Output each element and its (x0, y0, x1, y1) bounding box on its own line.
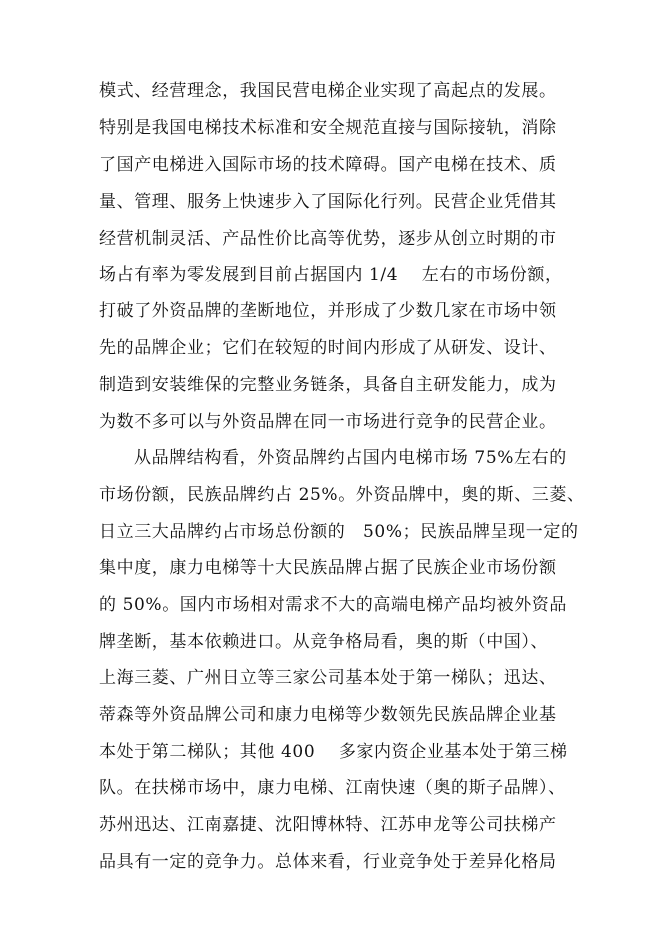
paragraph-line: 特别是我国电梯技术标准和安全规范直接与国际接轨，消除 (99, 118, 557, 138)
paragraph-line: 上海三菱、广州日立等三家公司基本处于第一梯队；迅达、 (99, 668, 557, 688)
paragraph-line: 模式、经营理念，我国民营电梯企业实现了高起点的发展。 (99, 81, 557, 101)
paragraph-line: 集中度，康力电梯等十大民族品牌占据了民族企业市场份额 (99, 558, 557, 578)
paragraph-line: 的 50%。国内市场相对需求不大的高端电梯产品均被外资品 (99, 595, 567, 615)
paragraph-line: 市场份额，民族品牌约占 25%。外资品牌中，奥的斯、三菱、 (99, 485, 585, 505)
paragraph-line: 蒂森等外资品牌公司和康力电梯等少数领先民族品牌企业基 (99, 705, 557, 725)
paragraph-line: 牌垄断，基本依赖进口。从竞争格局看，奥的斯（中国）、 (99, 632, 549, 652)
paragraph-line: 本处于第二梯队；其他 400 多家内资企业基本处于第三梯 (99, 742, 568, 762)
paragraph-line: 日立三大品牌约占市场总份额的 50%；民族品牌呈现一定的 (99, 522, 579, 542)
paragraph-line: 经营机制灵活、产品性价比高等优势，逐步从创立时期的市 (99, 229, 557, 249)
paragraph-line: 打破了外资品牌的垄断地位，并形成了少数几家在市场中领 (99, 301, 557, 321)
paragraph-line: 队。在扶梯市场中，康力电梯、江南快速（奥的斯子品牌）、 (99, 778, 566, 798)
paragraph-line: 场占有率为零发展到目前占据国内 1/4 左右的市场份额， (99, 265, 563, 285)
paragraph-line: 了国产电梯进入国际市场的技术障碍。国产电梯在技术、质 (99, 155, 557, 175)
paragraph-line: 为数不多可以与外资品牌在同一市场进行竞争的民营企业。 (99, 412, 557, 432)
paragraph-line: 制造到安装维保的完整业务链条，具备自主研发能力，成为 (99, 375, 557, 395)
paragraph-line: 苏州迅达、江南嘉捷、沈阳博林特、江苏申龙等公司扶梯产 (99, 815, 557, 835)
paragraph-line: 从品牌结构看，外资品牌约占国内电梯市场 75%左右的 (134, 448, 567, 468)
paragraph-line: 量、管理、服务上快速步入了国际化行列。民营企业凭借其 (99, 192, 557, 212)
paragraph-line: 先的品牌企业；它们在较短的时间内形成了从研发、设计、 (99, 338, 557, 358)
paragraph-line: 品具有一定的竞争力。总体来看，行业竞争处于差异化格局 (99, 852, 557, 872)
